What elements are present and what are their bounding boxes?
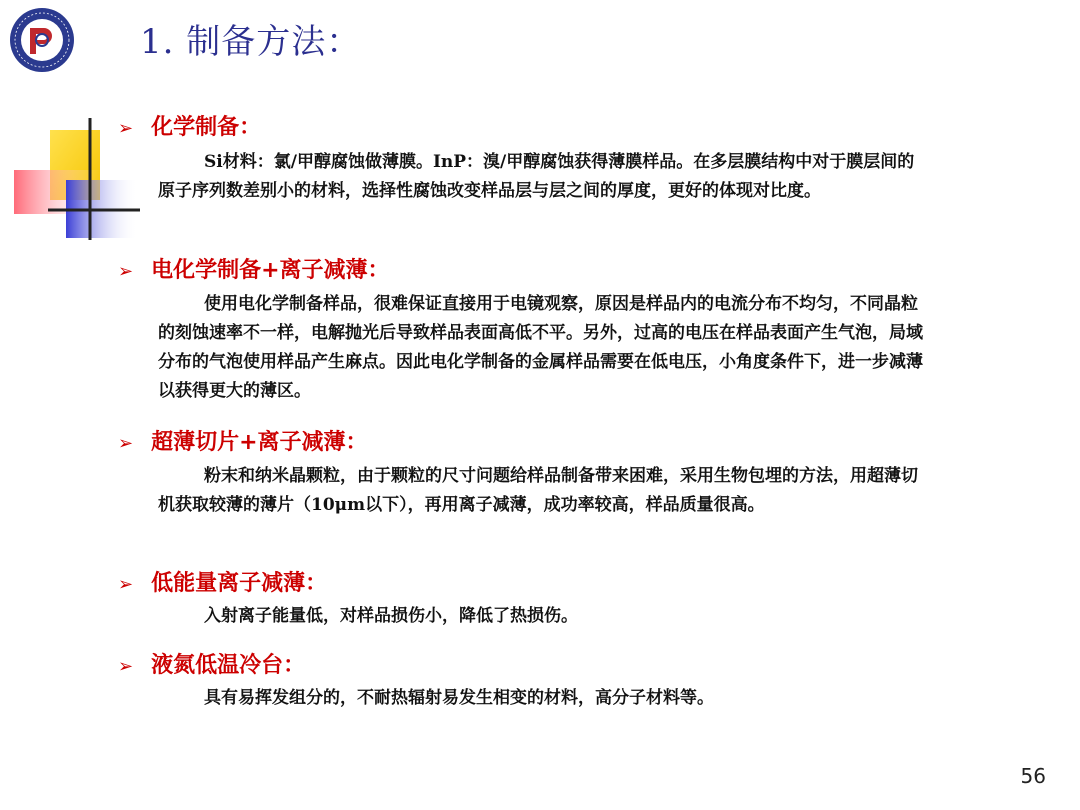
section-body-electrochemical: 使用电化学制备样品，很难保证直接用于电镜观察，原因是样品内的电流分布不均匀，不同晶粒的刻蚀速率不一样，电解抛光后导致样品表面高低不平。另外，过高的电压在样品表面产生气泡，局域分布的气泡使用样品产生麻点。因此电化学制备的金属样品需要在低电压，小角度条件下，进一步减薄以获得更大的薄区。	[158, 294, 923, 401]
arrow-bullet-icon: ➢	[118, 261, 134, 282]
section-heading-cryo-stage: ➢ 液氮低温冷台：	[118, 653, 306, 678]
arrow-bullet-icon: ➢	[118, 433, 134, 454]
institute-logo	[8, 6, 76, 74]
arrow-bullet-icon: ➢	[118, 656, 134, 677]
section-heading-low-energy-ion: ➢ 低能量离子减薄：	[118, 571, 328, 596]
section-body-low-energy-ion: 入射离子能量低，对样品损伤小，降低了热损伤。	[204, 606, 578, 626]
arrow-bullet-icon: ➢	[118, 574, 134, 595]
page-title: 1. 制备方法：	[140, 22, 362, 62]
section-heading-electrochemical: ➢ 电化学制备+离子减薄：	[118, 258, 390, 283]
section-heading-chemical: ➢ 化学制备：	[118, 115, 262, 140]
arrow-bullet-icon: ➢	[118, 118, 134, 139]
section-heading-ultramicrotomy: ➢ 超薄切片+离子减薄：	[118, 430, 368, 455]
section-body-ultramicrotomy: 粉末和纳米晶颗粒，由于颗粒的尺寸问题给样品制备带来困难，采用生物包埋的方法，用超薄切机获取较薄的薄片（10μm以下），再用离子减薄，成功率较高，样品质量很高。	[158, 466, 918, 515]
page-number: 56	[1020, 764, 1046, 788]
section-body-cryo-stage: 具有易挥发组分的，不耐热辐射易发生相变的材料，高分子材料等。	[204, 688, 714, 708]
section-body-chemical: Si材料：氯/甲醇腐蚀做薄膜。InP：溴/甲醇腐蚀获得薄膜样品。在多层膜结构中对于膜层间的原子序列数差别小的材料，选择性腐蚀改变样品层与层之间的厚度，更好的体现对比度。	[158, 152, 915, 201]
